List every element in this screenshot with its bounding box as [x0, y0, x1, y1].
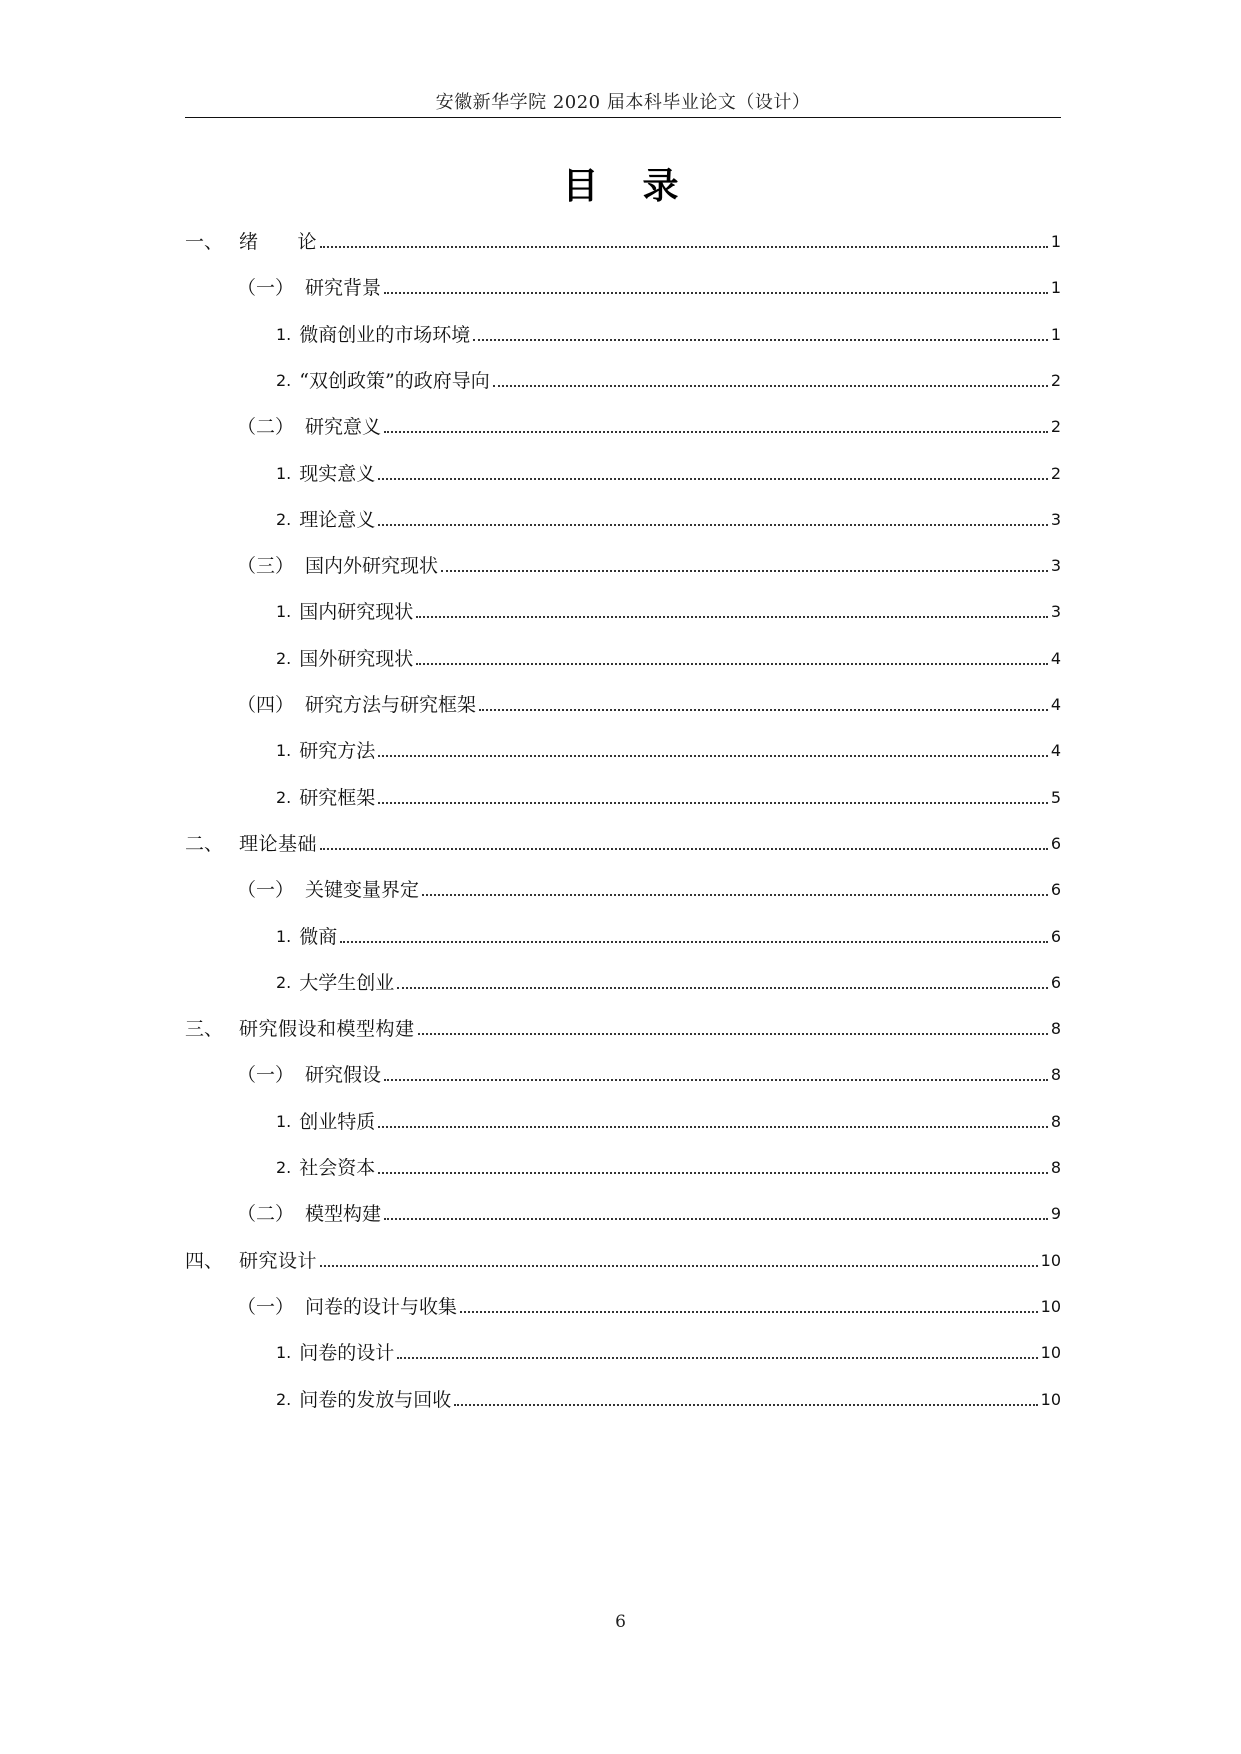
- toc-entry-number: 四、: [185, 1249, 224, 1272]
- toc-entry-page: 4: [1050, 695, 1061, 714]
- page-number: 6: [615, 1612, 626, 1632]
- toc-entry-number: （一）: [237, 277, 295, 300]
- toc-entry-number: 2.: [276, 1158, 292, 1177]
- toc-entry-number: 2.: [276, 648, 292, 668]
- toc-entry-number: 2.: [276, 509, 292, 529]
- toc-entry-page: 2: [1050, 463, 1061, 483]
- toc-entry-number: 三、: [185, 1018, 224, 1041]
- toc-entry-number: 2.: [276, 370, 292, 390]
- toc-entry-number: 1.: [276, 324, 292, 344]
- toc-dot-leader: [460, 1311, 1038, 1313]
- toc-entry-page: 3: [1050, 556, 1061, 576]
- toc-entry-title: 微商: [299, 925, 338, 948]
- toc-entry[interactable]: [185, 592, 1061, 624]
- toc-dot-leader: [378, 524, 1048, 526]
- toc-entry-number: 2.: [276, 972, 292, 992]
- toc-dot-leader: [441, 570, 1048, 572]
- toc-dot-leader: [340, 941, 1048, 943]
- toc-entry-title: 研究方法与研究框架: [305, 694, 477, 716]
- toc-entry-title: 研究框架: [299, 786, 376, 809]
- toc-entry[interactable]: [185, 454, 1061, 486]
- toc-entry-title: 关键变量界定: [305, 879, 420, 902]
- toc-entry-page: 1: [1050, 278, 1061, 298]
- toc-entry-title: 研究方法: [299, 740, 376, 763]
- toc-entry-number: 1.: [276, 463, 292, 483]
- toc-entry-page: 2: [1050, 370, 1061, 390]
- toc-entry-page: 5: [1050, 787, 1061, 807]
- toc-dot-leader: [479, 709, 1048, 711]
- toc-entry-page: 10: [1040, 1250, 1061, 1270]
- toc-entry-page: 10: [1040, 1296, 1061, 1316]
- toc-entry[interactable]: [185, 1055, 1061, 1087]
- toc-entry-number: 1.: [276, 602, 292, 622]
- toc-entry-number: （二）: [237, 416, 295, 439]
- toc-entry-number: 1.: [276, 741, 292, 761]
- toc-dot-leader: [320, 848, 1048, 850]
- toc-entry[interactable]: [185, 407, 1061, 439]
- toc-entry[interactable]: [185, 361, 1061, 393]
- toc-entry-number: 2.: [276, 1389, 292, 1409]
- toc-entry[interactable]: [185, 500, 1061, 532]
- toc-dot-leader: [378, 1126, 1048, 1128]
- toc-entry[interactable]: [185, 1194, 1061, 1226]
- toc-entry[interactable]: [185, 315, 1061, 347]
- toc-entry-page: 3: [1050, 509, 1061, 529]
- toc-entry-number: （一）: [237, 1295, 295, 1318]
- toc-dot-leader: [378, 755, 1048, 757]
- toc-entry-title: 研究背景: [305, 277, 382, 300]
- toc-entry-title: 问卷的发放与回收: [299, 1388, 452, 1411]
- toc-entry-title: 理论意义: [299, 508, 376, 531]
- toc-entry-number: 一、: [185, 231, 224, 253]
- toc-entry-page: 6: [1050, 926, 1061, 946]
- toc-dot-leader: [384, 1218, 1048, 1220]
- toc-entry-title: 微商创业的市场环境: [299, 323, 471, 346]
- toc-entry-title: 问卷的设计: [299, 1342, 395, 1365]
- toc-entry-title: 绪 论: [239, 231, 318, 253]
- toc-entry-number: 1.: [276, 1111, 292, 1131]
- toc-dot-leader: [416, 663, 1048, 665]
- toc-entry[interactable]: [185, 778, 1061, 810]
- toc-entry-page: 8: [1050, 1019, 1061, 1039]
- toc-entry-title: 现实意义: [299, 462, 376, 485]
- toc-entry[interactable]: [185, 917, 1061, 949]
- toc-entry-page: 3: [1050, 602, 1061, 622]
- running-header: 安徽新华学院 2020 届本科毕业论文（设计）: [435, 92, 811, 113]
- toc-entry-number: 1.: [276, 926, 292, 946]
- toc-entry[interactable]: [185, 731, 1061, 763]
- toc-dot-leader: [397, 987, 1048, 989]
- toc-dot-leader: [418, 1033, 1048, 1035]
- toc-entry-title: 问卷的设计与收集: [305, 1295, 458, 1318]
- toc-entry-title: 国外研究现状: [299, 647, 414, 670]
- toc-entry[interactable]: [185, 1333, 1061, 1365]
- toc-dot-leader: [454, 1404, 1037, 1406]
- toc-entry-page: 4: [1050, 648, 1061, 668]
- toc-entry[interactable]: [185, 824, 1061, 856]
- toc-entry-number: （一）: [237, 1064, 295, 1087]
- toc-entry-title: 理论基础: [239, 832, 318, 855]
- toc-entry-page: 1: [1050, 232, 1061, 251]
- toc-entry[interactable]: [185, 1102, 1061, 1134]
- toc-entry-number: 2.: [276, 787, 292, 807]
- toc-dot-leader: [384, 1079, 1048, 1081]
- toc-dot-leader: [384, 431, 1048, 433]
- toc-dot-leader: [378, 1172, 1048, 1174]
- toc-entry[interactable]: [185, 639, 1061, 671]
- toc-dot-leader: [320, 246, 1048, 248]
- toc-dot-leader: [416, 616, 1048, 618]
- toc-entry-title: 大学生创业: [299, 971, 395, 994]
- toc-entry[interactable]: [185, 1287, 1061, 1319]
- toc-entry-number: （四）: [237, 694, 295, 716]
- toc-entry-number: （一）: [237, 879, 295, 902]
- toc-entry-page: 6: [1050, 833, 1061, 853]
- toc-entry[interactable]: [185, 963, 1061, 995]
- toc-entry-page: 9: [1050, 1204, 1061, 1224]
- toc-entry[interactable]: [185, 1241, 1061, 1273]
- toc-entry-page: 2: [1050, 417, 1061, 437]
- toc-entry-title: 研究意义: [305, 416, 382, 439]
- toc-dot-leader: [320, 1265, 1038, 1267]
- toc-entry-page: 8: [1050, 1111, 1061, 1131]
- toc-entry[interactable]: [185, 685, 1061, 717]
- toc-entry-title: 创业特质: [299, 1110, 376, 1133]
- toc-entry[interactable]: [185, 1009, 1061, 1041]
- toc-entry[interactable]: [185, 1380, 1061, 1412]
- toc-entry-number: （二）: [237, 1203, 295, 1226]
- toc-entry-number: （三）: [237, 555, 295, 578]
- toc-entry-page: 10: [1040, 1343, 1061, 1363]
- toc-entry[interactable]: [185, 1148, 1061, 1180]
- toc-dot-leader: [422, 894, 1048, 896]
- toc-entry[interactable]: [185, 268, 1061, 300]
- toc-entry-page: 4: [1050, 741, 1061, 761]
- toc-dot-leader: [473, 339, 1048, 341]
- toc-entry-title: 国内研究现状: [299, 601, 414, 624]
- toc-dot-leader: [378, 802, 1048, 804]
- toc-entry-title: “双创政策”的政府导向: [299, 369, 490, 392]
- toc-entry-title: 模型构建: [305, 1203, 382, 1226]
- toc-title: 目录: [562, 166, 723, 207]
- toc-entry-title: 国内外研究现状: [305, 555, 439, 578]
- toc-entry-number: 二、: [185, 832, 224, 855]
- toc-entry[interactable]: [185, 870, 1061, 902]
- toc-entry-page: 8: [1050, 1065, 1061, 1085]
- toc-dot-leader: [378, 478, 1048, 480]
- toc-entry-title: 社会资本: [299, 1157, 376, 1179]
- toc-dot-leader: [384, 292, 1048, 294]
- toc-entry[interactable]: [185, 546, 1061, 578]
- toc-entry[interactable]: [185, 222, 1061, 254]
- toc-entry-title: 研究假设和模型构建: [239, 1018, 415, 1041]
- toc-entry-page: 6: [1050, 880, 1061, 900]
- toc-entry-page: 6: [1050, 972, 1061, 992]
- toc-entry-number: 1.: [276, 1343, 292, 1363]
- toc-dot-leader: [493, 385, 1048, 387]
- toc-dot-leader: [397, 1357, 1037, 1359]
- toc-entry-title: 研究假设: [305, 1064, 382, 1087]
- toc-entry-page: 8: [1050, 1158, 1061, 1177]
- toc-entry-page: 1: [1050, 324, 1061, 344]
- toc-entry-title: 研究设计: [239, 1249, 318, 1272]
- toc-entry-page: 10: [1040, 1389, 1061, 1409]
